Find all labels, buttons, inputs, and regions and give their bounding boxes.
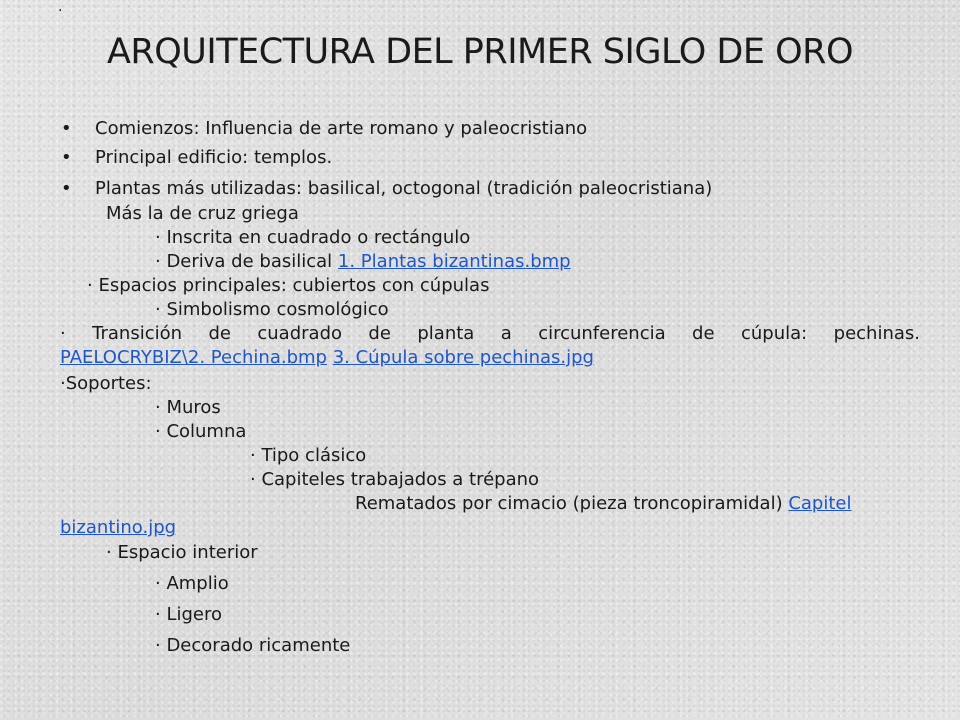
bullet-icon: • (61, 118, 72, 139)
line-cruz-griega: Más la de cruz griega (106, 203, 299, 224)
slide-title: ARQUITECTURA DEL PRIMER SIGLO DE ORO (106, 32, 854, 72)
line-inscrita: · Inscrita en cuadrado o rectángulo (155, 227, 471, 248)
bullet-icon: • (61, 178, 72, 199)
bullet-plantas: Plantas más utilizadas: basilical, octogonal (tradición paleocristiana) (95, 178, 713, 199)
line-rematados (355, 492, 852, 516)
line-capitel-continuation (60, 516, 176, 540)
line-soportes: ·Soportes: (60, 373, 152, 394)
line-espacios: · Espacios principales: cubiertos con cúpulas (87, 275, 490, 296)
line-simbolismo: · Simbolismo cosmológico (155, 299, 389, 320)
line-pechina-links (60, 346, 594, 370)
link-plantas-bizantinas[interactable]: 1. Plantas bizantinas.bmp (337, 251, 571, 272)
line-deriva (155, 250, 571, 274)
line-decorado: · Decorado ricamente (155, 635, 351, 656)
line-espacio-interior: · Espacio interior (106, 542, 258, 563)
line-tipo-clasico: · Tipo clásico (250, 445, 367, 466)
bullet-comienzos: Comienzos: Influencia de arte romano y paleocristiano (95, 118, 588, 139)
link-capitel-part1[interactable]: Capitel (788, 493, 852, 514)
line-transicion: · Transición de cuadrado de planta a circunferencia de cúpula: pechinas. (60, 323, 920, 344)
line-amplio: · Amplio (155, 573, 229, 594)
bullet-principal-edificio: Principal edificio: templos. (95, 147, 333, 168)
line-columna: · Columna (155, 421, 247, 442)
corner-mark: · (58, 3, 63, 19)
bullet-icon: • (61, 147, 72, 168)
link-capitel-part2[interactable]: bizantino.jpg (60, 517, 177, 538)
link-pechina[interactable]: PAELOCRYBIZ\2. Pechina.bmp (60, 347, 327, 368)
rematados-text: Rematados por cimacio (pieza troncopiramidal) (355, 493, 789, 514)
line-muros: · Muros (155, 397, 221, 418)
link-cupula-pechinas[interactable]: 3. Cúpula sobre pechinas.jpg (332, 347, 594, 368)
line-ligero: · Ligero (155, 604, 222, 625)
deriva-text: · Deriva de basilical (155, 251, 338, 272)
line-capiteles: · Capiteles trabajados a trépano (250, 469, 540, 490)
